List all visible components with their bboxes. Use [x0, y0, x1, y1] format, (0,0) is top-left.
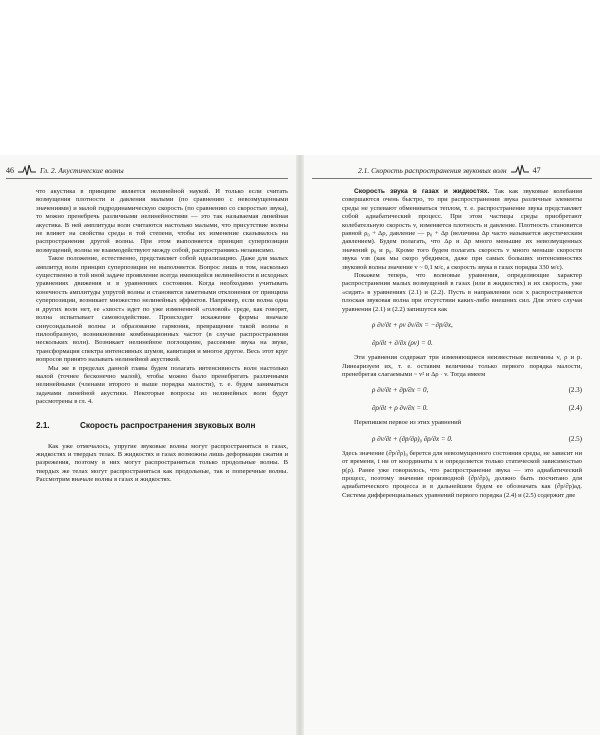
paragraph: Мы же в пределах данной главы будем полагать интенсивность волн настолько малой (точнее бесконечно малой), чтобы можно было пренебрегать различными нелинейными (членами второго и выше порядка малости), т. е. будем заниматься задачами линейной акустики. Некоторые вопросы из нелинейных волн будут рассмотрены в гл. 4.: [36, 364, 288, 406]
equation: ρ ∂v/∂t + ρv ∂v/∂x = −∂p/∂x,: [372, 320, 453, 329]
paragraph: Здесь значение (∂p/∂ρ)₀ берется для невозмущенного состояния среды, не зависит ни от времени, t ни от координаты x и определяется только статической зависимостью p(ρ). Ранее уже говорилось, что распространение звука — это адиабатический процесс, поэтому значение производной (∂p/∂ρ)₀ должно быть посчитано для адиабатического процесса и в дальнейшем будем ее обозначать как (∂p/∂ρ)ад. Система дифференциальных уравнений первого порядка (2.4) и (2.5) содержит две: [342, 449, 582, 499]
right-header-rule: [312, 178, 592, 179]
paragraph: Как уже отмечалось, упругие звуковые волны могут распространяться в газах, жидкостях и твердых телах. В жидкостях и газах возможны лишь деформации сжатия и разрежения, поэтому в них могут распространяться только продольные волны. В твердых же телах могут распространяться как продольные, так и поперечные волны. Рассмотрим вначале волны в газах и жидкостях.: [36, 442, 288, 484]
equation: ρ ∂v/∂t + (∂p/∂ρ)₀ ∂ρ/∂x = 0. (2.5): [372, 434, 582, 443]
paragraph: Скорость звука в газах и жидкостях. Так как звуковые колебания совершаются очень быстро, то при распространении звука различные элементы среды не успевают обмениваться теплом, т. е. распространение звука представляет собой адиабатический процесс. При этом частицы среды приобретают колебательную скорость v, изменяется плотность и давление. Плотность становится равной ρ₀ + Δρ, давление — p₀ + Δp (величина Δp часто называется акустическим давлением). Будем полагать, что Δρ и Δp много меньшие их невозмущенных значений ρ₀ и p₀. Кроме того будем полагать скорость v много меньше скорости звука vзв (как мы скоро убедимся, даже при самых больших интенсивностях звуковой волны значение v ~ 0,1 м/с, а скорость звука в газах порядка 330 м/с).: [342, 188, 582, 271]
section-heading: [36, 421, 288, 431]
left-running-header: [6, 163, 124, 177]
equation: ∂ρ/∂t + ρ ∂v/∂x = 0. (2.4): [372, 404, 582, 413]
heartbeat-icon: [511, 164, 529, 176]
heartbeat-icon: [18, 164, 36, 176]
equation-number: (2.4): [568, 404, 582, 413]
right-text-column: [342, 188, 582, 500]
equation: ∂ρ/∂t + ∂/∂x (ρv) = 0.: [372, 338, 433, 347]
section-title: Скорость распространения звуковых волн: [80, 420, 256, 430]
paragraph: что акустика в принципе является нелинейной наукой. И только если считать возмущения плотности и давления малыми (по сравнению с невозмущенными значениями) и малой гидродинамическую скорость (по сравнению со скоростью звука), то можно пренебречь различными нелинейностями — это так называемая линейная акустика. В ней амплитуды волн считаются настолько малыми, что присутствие волны не влияет на свойства среды в той степени, чтобы их изменение сказывалось на распространении другой волны. При этом выполняется принцип суперпозиции возмущений, волны не взаимодействуют между собой, распространяясь независимо.: [36, 188, 288, 254]
paragraph: Такое положение, естественно, представляет собой идеализацию. Даже для малых амплитуд волн принцип суперпозиции не выполняется. Вопрос лишь в том, насколько существенно в той иной задаче проявление всегда имеющейся нелинейности в исходных уравнениях движения и в уравнениях состояния. Когда необходимо учитывать конечность амплитуды упругой волны и становятся заметными отклонения от принципа суперпозиции, возникает множество нелинейных эффектов. Например, если волна одна и других волн нет, ее «хвост» идет по уже измененной «головой» среде, как говорят, волна испытывает самовоздействие. Происходит искажение формы вначале синусоидальной волны и образование гармоник, превращение такой волны в пилообразную, возникновение комбинационных частот (в случае распространения нескольких волн). Возникает нелинейное поглощение, рассеяние звука на звуке, трансформация спектра интенсивных шумов, кавитация и многое другое. Весь этот круг вопросов принято называть нелинейной акустикой.: [36, 255, 288, 364]
book-gutter: [296, 155, 304, 735]
right-running-header: [358, 163, 541, 177]
left-header-rule: [6, 178, 288, 179]
paragraph: Покажем теперь, что волновые уравнения, определяющие характер распространения малых возмущений в газах (или в жидкостях) и их скорость, уже «сидят» в уравнениях (2.1) и (2.2). Пусть в направлении оси x распространяется плоская звуковая волна при отсутствии каких-либо внешних сил. Для этого случая уравнения (2.1) и (2.2) запишутся как: [342, 272, 582, 313]
left-text-column: [36, 188, 288, 485]
paragraph: Эти уравнения содержат три изменяющиеся неизвестные величины v, ρ и p. Линеаризуем их, т. е. оставим величины только первого порядка малости, пренебрегая слагаемыми ~ v² и Δρ · v. Тогда имеем: [342, 354, 582, 378]
equation: ρ ∂v/∂t + ∂p/∂x = 0, (2.3): [372, 386, 582, 395]
subsection-heading: Скорость звука в газах и жидкостях.: [354, 188, 490, 195]
paragraph: Перепишем первое из этих уравнений: [354, 419, 462, 427]
left-page-number: 46: [6, 165, 14, 175]
right-page-number: 47: [532, 165, 541, 175]
left-header-title: Гл. 2. Акустические волны: [40, 165, 124, 175]
equation-number: (2.3): [568, 386, 582, 395]
equation-number: (2.5): [568, 434, 582, 443]
right-header-title: 2.1. Скорость распространения звуковых волн: [358, 165, 507, 175]
section-number: 2.1.: [36, 420, 50, 430]
